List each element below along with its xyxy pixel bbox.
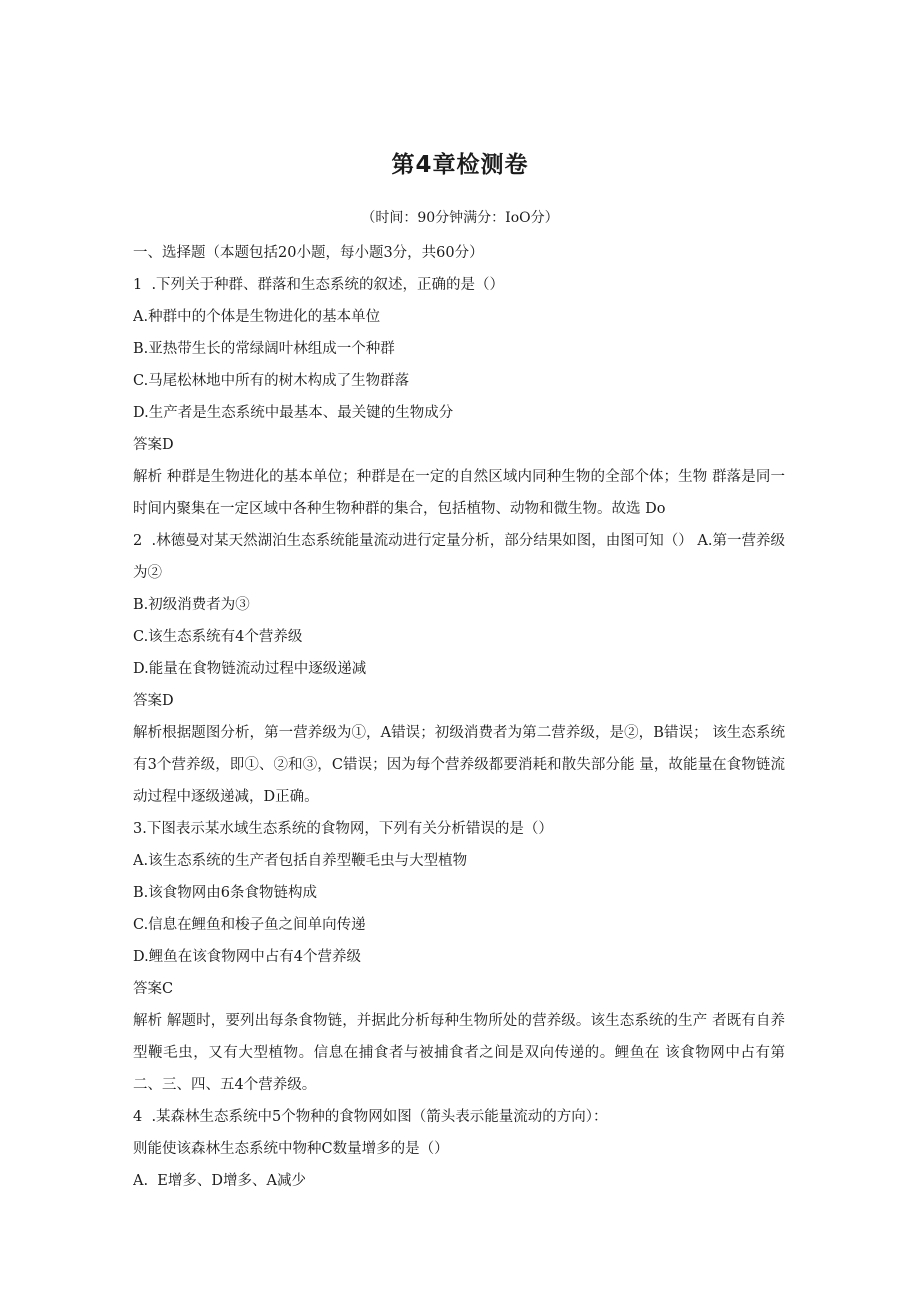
- question-3-option-b: B.该食物网由6条食物链构成: [133, 885, 317, 901]
- question-3-option-d: D.鲤鱼在该食物网中占有4个营养级: [133, 949, 361, 965]
- question-2-option-c: C.该生态系统有4个营养级: [133, 629, 303, 645]
- question-2-option-d: D.能量在食物链流动过程中逐级递减: [133, 661, 367, 677]
- question-1-option-b: B.亚热带生长的常绿阔叶林组成一个种群: [133, 341, 395, 357]
- question-3-option-a: A.该生态系统的生产者包括自养型鞭毛虫与大型植物: [133, 853, 468, 869]
- question-1-stem: 1 .下列关于种群、群落和生态系统的叙述，正确的是（）: [133, 277, 505, 293]
- question-1-analysis: 解析 种群是生物进化的基本单位；种群是在一定的自然区域内同种生物的全部个体；生物 群落是同一时间内聚集在一定区域中各种生物种群的集合，包括植物、动物和微生物。故选 Do: [133, 469, 785, 517]
- question-4-stem: 4 .某森林生态系统中5个物种的食物网如图（箭头表示能量流动的方向）：: [133, 1109, 608, 1125]
- exam-info: （时间：90分钟满分：IoO分）: [361, 210, 559, 226]
- question-2-answer: 答案D: [133, 693, 174, 709]
- page-title: 第4章检测卷: [391, 152, 529, 178]
- question-4-option-a: A. E增多、D增多、A减少: [133, 1173, 306, 1189]
- question-1-option-a: A.种群中的个体是生物进化的基本单位: [133, 309, 381, 325]
- question-1-option-c: C.马尾松林地中所有的树木构成了生物群落: [133, 373, 410, 389]
- section-heading: 一、选择题（本题包括20小题，每小题3分，共60分）: [133, 245, 484, 261]
- question-1-option-d: D.生产者是生态系统中最基本、最关键的生物成分: [133, 405, 454, 421]
- question-4-stem-continued: 则能使该森林生态系统中物种C数量增多的是（）: [133, 1141, 449, 1157]
- question-3-stem: 3.下图表示某水域生态系统的食物网，下列有关分析错误的是（）: [133, 821, 553, 837]
- document-body: [133, 237, 785, 1197]
- question-2-stem: 2 .林德曼对某天然湖泊生态系统能量流动进行定量分析，部分结果如图，由图可知（） A.第一营养级为②: [133, 533, 785, 581]
- question-3-answer: 答案C: [133, 981, 174, 997]
- question-3-option-c: C.信息在鲤鱼和梭子鱼之间单向传递: [133, 917, 366, 933]
- question-2-option-b: B.初级消费者为③: [133, 597, 250, 613]
- question-2-analysis: 解析根据题图分析，第一营养级为①，A错误；初级消费者为第二营养级，是②，B错误； 该生态系统有3个营养级，即①、②和③，C错误；因为每个营养级都要消耗和散失部分能 量，故能量在食物链流动过程中逐级递减，D正确。: [133, 725, 785, 805]
- question-3-analysis: 解析 解题时，要列出每条食物链，并据此分析每种生物所处的营养级。该生态系统的生产 者既有自养型鞭毛虫，又有大型植物。信息在捕食者与被捕食者之间是双向传递的。鲤鱼在 该食物网中占有第二、三、四、五4个营养级。: [133, 1013, 785, 1093]
- question-1-answer: 答案D: [133, 437, 174, 453]
